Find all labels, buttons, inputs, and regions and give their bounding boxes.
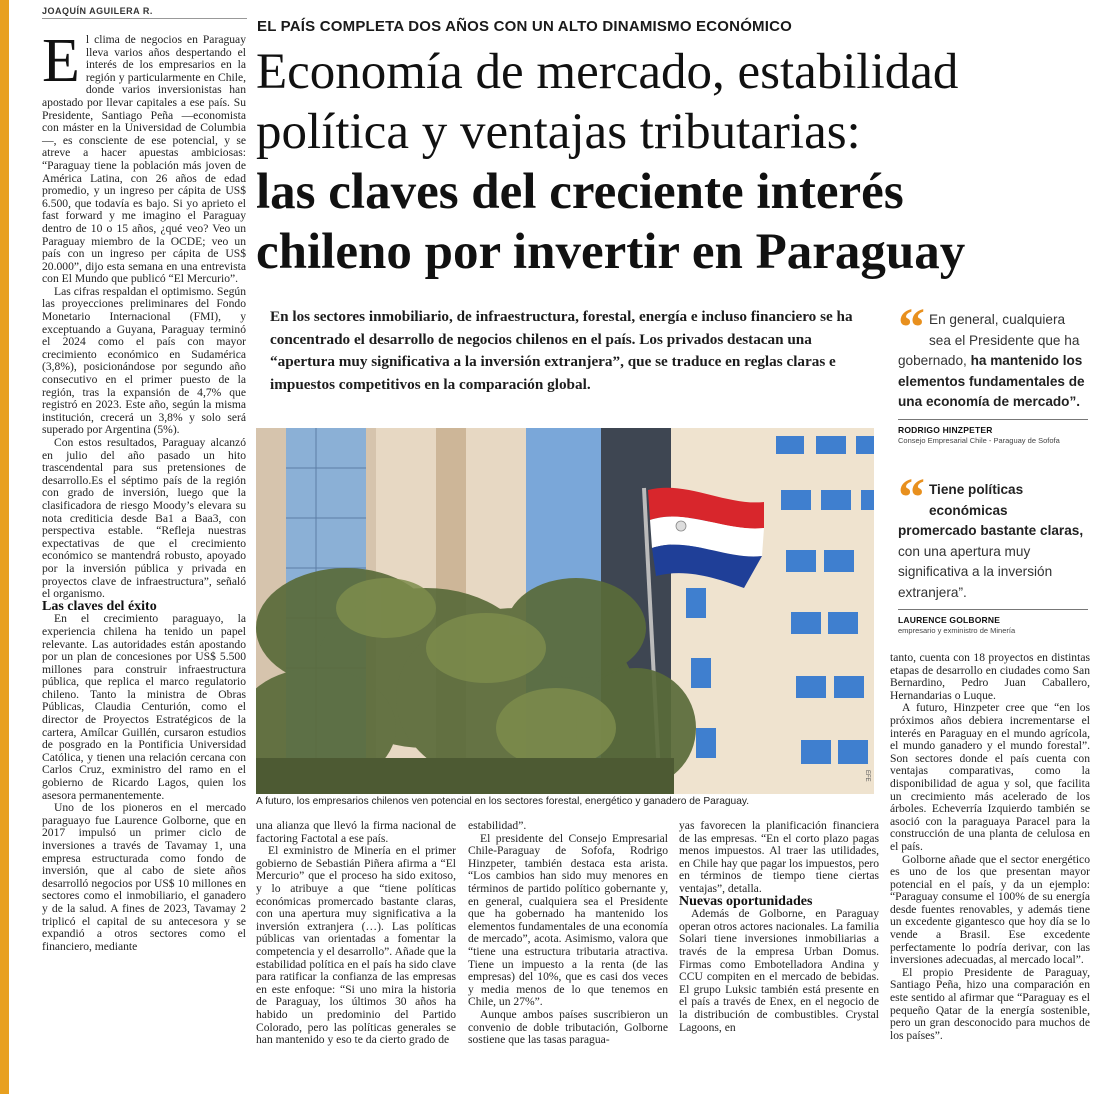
quote-text xyxy=(898,297,1088,413)
section-subhead: Las claves del éxito xyxy=(42,598,157,614)
body-paragraph: Con estos resultados, Paraguay alcanzó en julio del año pasado un hito trascendental para sus pretensiones de desarrollo.Es el séptimo país de la región con grado de inversión, luego que la clasificadora de riesgo Moody’s elevara su nota crediticia desde Ba1 a Baa3, con perspectiva estable. “Refleja nuestras expectativas de que el crecimiento económico se mantendrá robusto, apoyado por la inversión pública y privada en proyectos clave de infraestructura”, señaló el organismo. xyxy=(42,436,246,601)
body-paragraph: estabilidad”. xyxy=(468,819,527,832)
quote-rule xyxy=(898,419,1088,420)
article-column-3 xyxy=(468,820,668,1047)
quote-mark-icon: “ xyxy=(898,467,925,527)
article-column-2 xyxy=(256,820,456,1047)
headline-line-4: chileno por invertir en Paraguay xyxy=(256,224,966,280)
quote-bold: ha mantenido los elementos fundamentales de una economía de mercado xyxy=(898,353,1085,409)
body-paragraph: En el crecimiento paraguayo, la experiencia chilena ha tenido un papel relevante. Las autoridades están apostando por un plan de concesiones por US$ 5.500 millones para construir infraestructura pública, que replica el marco regulatorio chileno. Tanto la ministra de Obras Públicas, Claudia Centurión, como el director de Proyectos Estratégicos de la cartera, Amílcar Guillén, cursaron estudios de posgrado en la Pontificia Universidad Católica, y tienen una relación cercana con Carlos Cruz, exministro del ramo en el gobierno de Ricardo Lagos, quien los asesora permanentemente. xyxy=(42,612,246,802)
quote-rule xyxy=(898,609,1088,610)
quote-plain: En general, cualquiera sea el Presidente que ha gobernado, xyxy=(898,312,1080,368)
headline-line-3: las claves del creciente interés xyxy=(256,164,904,220)
body-paragraph: El propio Presidente de Paraguay, Santiago Peña, hizo una comparación en este sentido al afirmar que “Paraguay es el pequeño Qatar de la energía sostenible, pero un gran desconocido para muchos de los países”. xyxy=(890,965,1090,1042)
pull-quote-hinzpeter xyxy=(898,297,1088,445)
headline xyxy=(256,42,1096,282)
section-subhead: Nuevas oportunidades xyxy=(679,893,813,909)
body-paragraph: Además de Golborne, en Paraguay operan otros actores nacionales. La familia Solari tiene inversiones inmobiliarias a través de la empresa Urban Domus. Firmas como Embotelladora Andina y CCU compiten en el mercado de bebidas. El grupo Luksic también está presente en el país a través de Enex, en el negocio de la distribución de combustibles. Crystal Lagoons, en xyxy=(679,907,879,1034)
lead-paragraph: En los sectores inmobiliario, de infraestructura, forestal, energía e incluso financiero se ha concentrado el desarrollo de negocios chilenos en el país. Los privados destacan una “apertura muy significativa a la inversión extranjera”, que se traduce en reglas claras e impuestos competitivos en la comparación global. xyxy=(270,308,853,393)
photo-caption: A futuro, los empresarios chilenos ven potencial en los sectores forestal, energético y ganadero de Paraguay. xyxy=(256,796,750,807)
quote-bold: Tiene políticas económicas promercado bastante claras, xyxy=(898,482,1084,538)
quote-author: LAURENCE GOLBORNE xyxy=(898,615,1001,625)
body-paragraph: Golborne añade que el sector energético es uno de los que presentan mayor potencial en el país, y da un ejemplo: “Paraguay consume el 100% de su energía desde fuentes renovables, y además tiene un excedente gigantesco que hoy día se lo vende a Brasil. Ese excedente perfectamente lo podría derivar, con las inversiones adecuadas, al mercado local”. xyxy=(890,852,1090,967)
article-column-5 xyxy=(890,652,1090,1042)
quote-plain: con una apertura muy significativa a la inversión extranjera xyxy=(898,543,1053,600)
quote-author-role: Consejo Empresarial Chile - Paraguay de Sofofa xyxy=(898,435,1060,445)
kicker: EL PAÍS COMPLETA DOS AÑOS CON UN ALTO DINAMISMO ECONÓMICO xyxy=(257,18,793,35)
body-paragraph: una alianza que llevó la firma nacional de factoring Factotal a ese país. xyxy=(256,819,456,845)
pull-quote-golborne xyxy=(898,467,1088,635)
body-paragraph: El exministro de Minería en el primer gobierno de Sebastián Piñera afirma a “El Mercurio” que el proceso ha sido exitoso, y lo atribuye a que “tiene políticas económicas promercado bastante claras, con una apertura muy significativa a la inversión extranjera (…). Las políticas públicas van orientadas a fomentar la competencia y el desarrollo”. Añade que la estabilidad política en el país ha sido clave para ratificar la confianza de las empresas en este enfoque: “Si uno mira la historia de Paraguay, los últimos 30 años ha habido un predominio del Partido Colorado, pero las políticas generales se han mantenido y eso te da cierto grado de xyxy=(256,844,456,1047)
byline-rule xyxy=(42,18,247,19)
body-paragraph: A futuro, Hinzpeter cree que “en los próximos años debiera incrementarse el interés en Paraguay en el mundo agrícola, el mundo ganadero y el mundo forestal”. Son sectores donde el país cuenta con ventajas comparativas, como la disponibilidad de agua y sol, que facilita un crecimiento más acelerado de los árboles. Echeverría Izquierdo también se asoció con la paraguaya Paracel para la construcción de una planta de celulosa en el país. xyxy=(890,701,1090,853)
body-paragraph: Las cifras respaldan el optimismo. Según las proyecciones preliminares del Fondo Monetario Internacional (FMI), y exceptuando a Guyana, Paraguay terminó el 2024 como el país con mayor crecimiento económico en Sudamérica (3,8%), posicionándose por segundo año consecutivo en el primer puesto de la región, tras la expansión de 4,7% que registró en 2023. Este año, según la misma institución, crecerá un 3,8% y solo será superado por Argentina (5%). xyxy=(42,284,246,437)
quote-end: ”. xyxy=(1069,394,1081,409)
quote-text xyxy=(898,467,1088,603)
body-paragraph: Aunque ambos países suscribieron un convenio de doble tributación, Golborne sostiene que las tasas paragua- xyxy=(468,1007,668,1047)
quote-author-role: empresario y exministro de Minería xyxy=(898,626,1016,635)
body-paragraph xyxy=(42,27,246,286)
headline-line-2: política y ventajas tributarias: xyxy=(256,104,861,160)
byline: JOAQUÍN AGUILERA R. xyxy=(42,6,153,16)
body-paragraph: El presidente del Consejo Empresarial Chile-Paraguay de Sofofa, Rodrigo Hinzpeter, también destaca esta arista. “Los cambios han sido muy menores en términos de partido político gobernante y, en general, cualquiera sea el Presidente que ha gobernado ha mantenido los elementos fundamentales de una economía de mercado”, acota. Asimismo, valora que “tiene una estructura tributaria atractiva. Tiene un impuesto a la renta (de las empresas) del 10%, que es casi dos veces y media menos de lo que tenemos en Chile, un 27%”. xyxy=(468,831,668,1009)
paragraph-text: l clima de negocios en Paraguay lleva varios años despertando el interés de los empresarios en la región y particularmente en Chile, donde varios inversionistas han apostado por llevar capitales a ese país. Su Presidente, Santiago Peña —economista con máster en la Universidad de Columbia—, es consciente de ese potencial, y se atreve a hacer apuestas ambiciosas: “Paraguay tiene la población más joven de América Latina, con 26 años de edad promedio, y un ingreso per cápita de US$ 6.500, que todavía es bajo. Si yo aprieto el fast forward y me imagino el Paraguay dentro de 10 o 15 años, ¿qué veo? Veo un Paraguay miembro de la OCDE; veo un país con un ingreso per cápita de US$ 20.000”, dijo esta semana en una entrevista con El Mundo que publicó “El Mercurio”. xyxy=(42,33,246,286)
article-column-1 xyxy=(42,27,246,953)
article-column-4 xyxy=(679,820,879,1034)
quote-author: RODRIGO HINZPETER xyxy=(898,424,993,435)
body-paragraph: yas favorecen la planificación financiera de las empresas. “En el corto plazo pagas menos impuestos. Al traer las utilidades, en Chile hay que pagar los impuestos, pero en términos de tiempo tiene ciertas ventajas”, detalla. xyxy=(679,819,879,895)
photo-credit: EFE xyxy=(864,770,870,782)
headline-line-1: Economía de mercado, estabilidad xyxy=(256,44,959,100)
quote-mark-icon: “ xyxy=(898,297,925,357)
quote-end: ”. xyxy=(958,584,967,600)
photo-illustration xyxy=(256,428,874,794)
body-paragraph: tanto, cuenta con 18 proyectos en distintas etapas de desarrollo en ciudades como San Bernardino, Pedro Juan Caballero, Hernandarias o Luque. xyxy=(890,651,1090,702)
drop-cap: E xyxy=(42,27,80,95)
accent-bar xyxy=(0,0,9,1094)
body-paragraph: Uno de los pioneros en el mercado paraguayo fue Laurence Golborne, que en 2017 impulsó un primer ciclo de inversiones a través de Tavamay 1, una empresa estructurada como fondo de inversión, que al cabo de siete años desarrolló negocios por US$ 10 millones en sectores como el inmobiliario, el ganadero y de la salud. A fines de 2023, Tavamay 2 triplicó el capital de su antecesora y se expandió a otros sectores como el financiero, mediante xyxy=(42,801,246,953)
article-photo xyxy=(256,428,874,794)
